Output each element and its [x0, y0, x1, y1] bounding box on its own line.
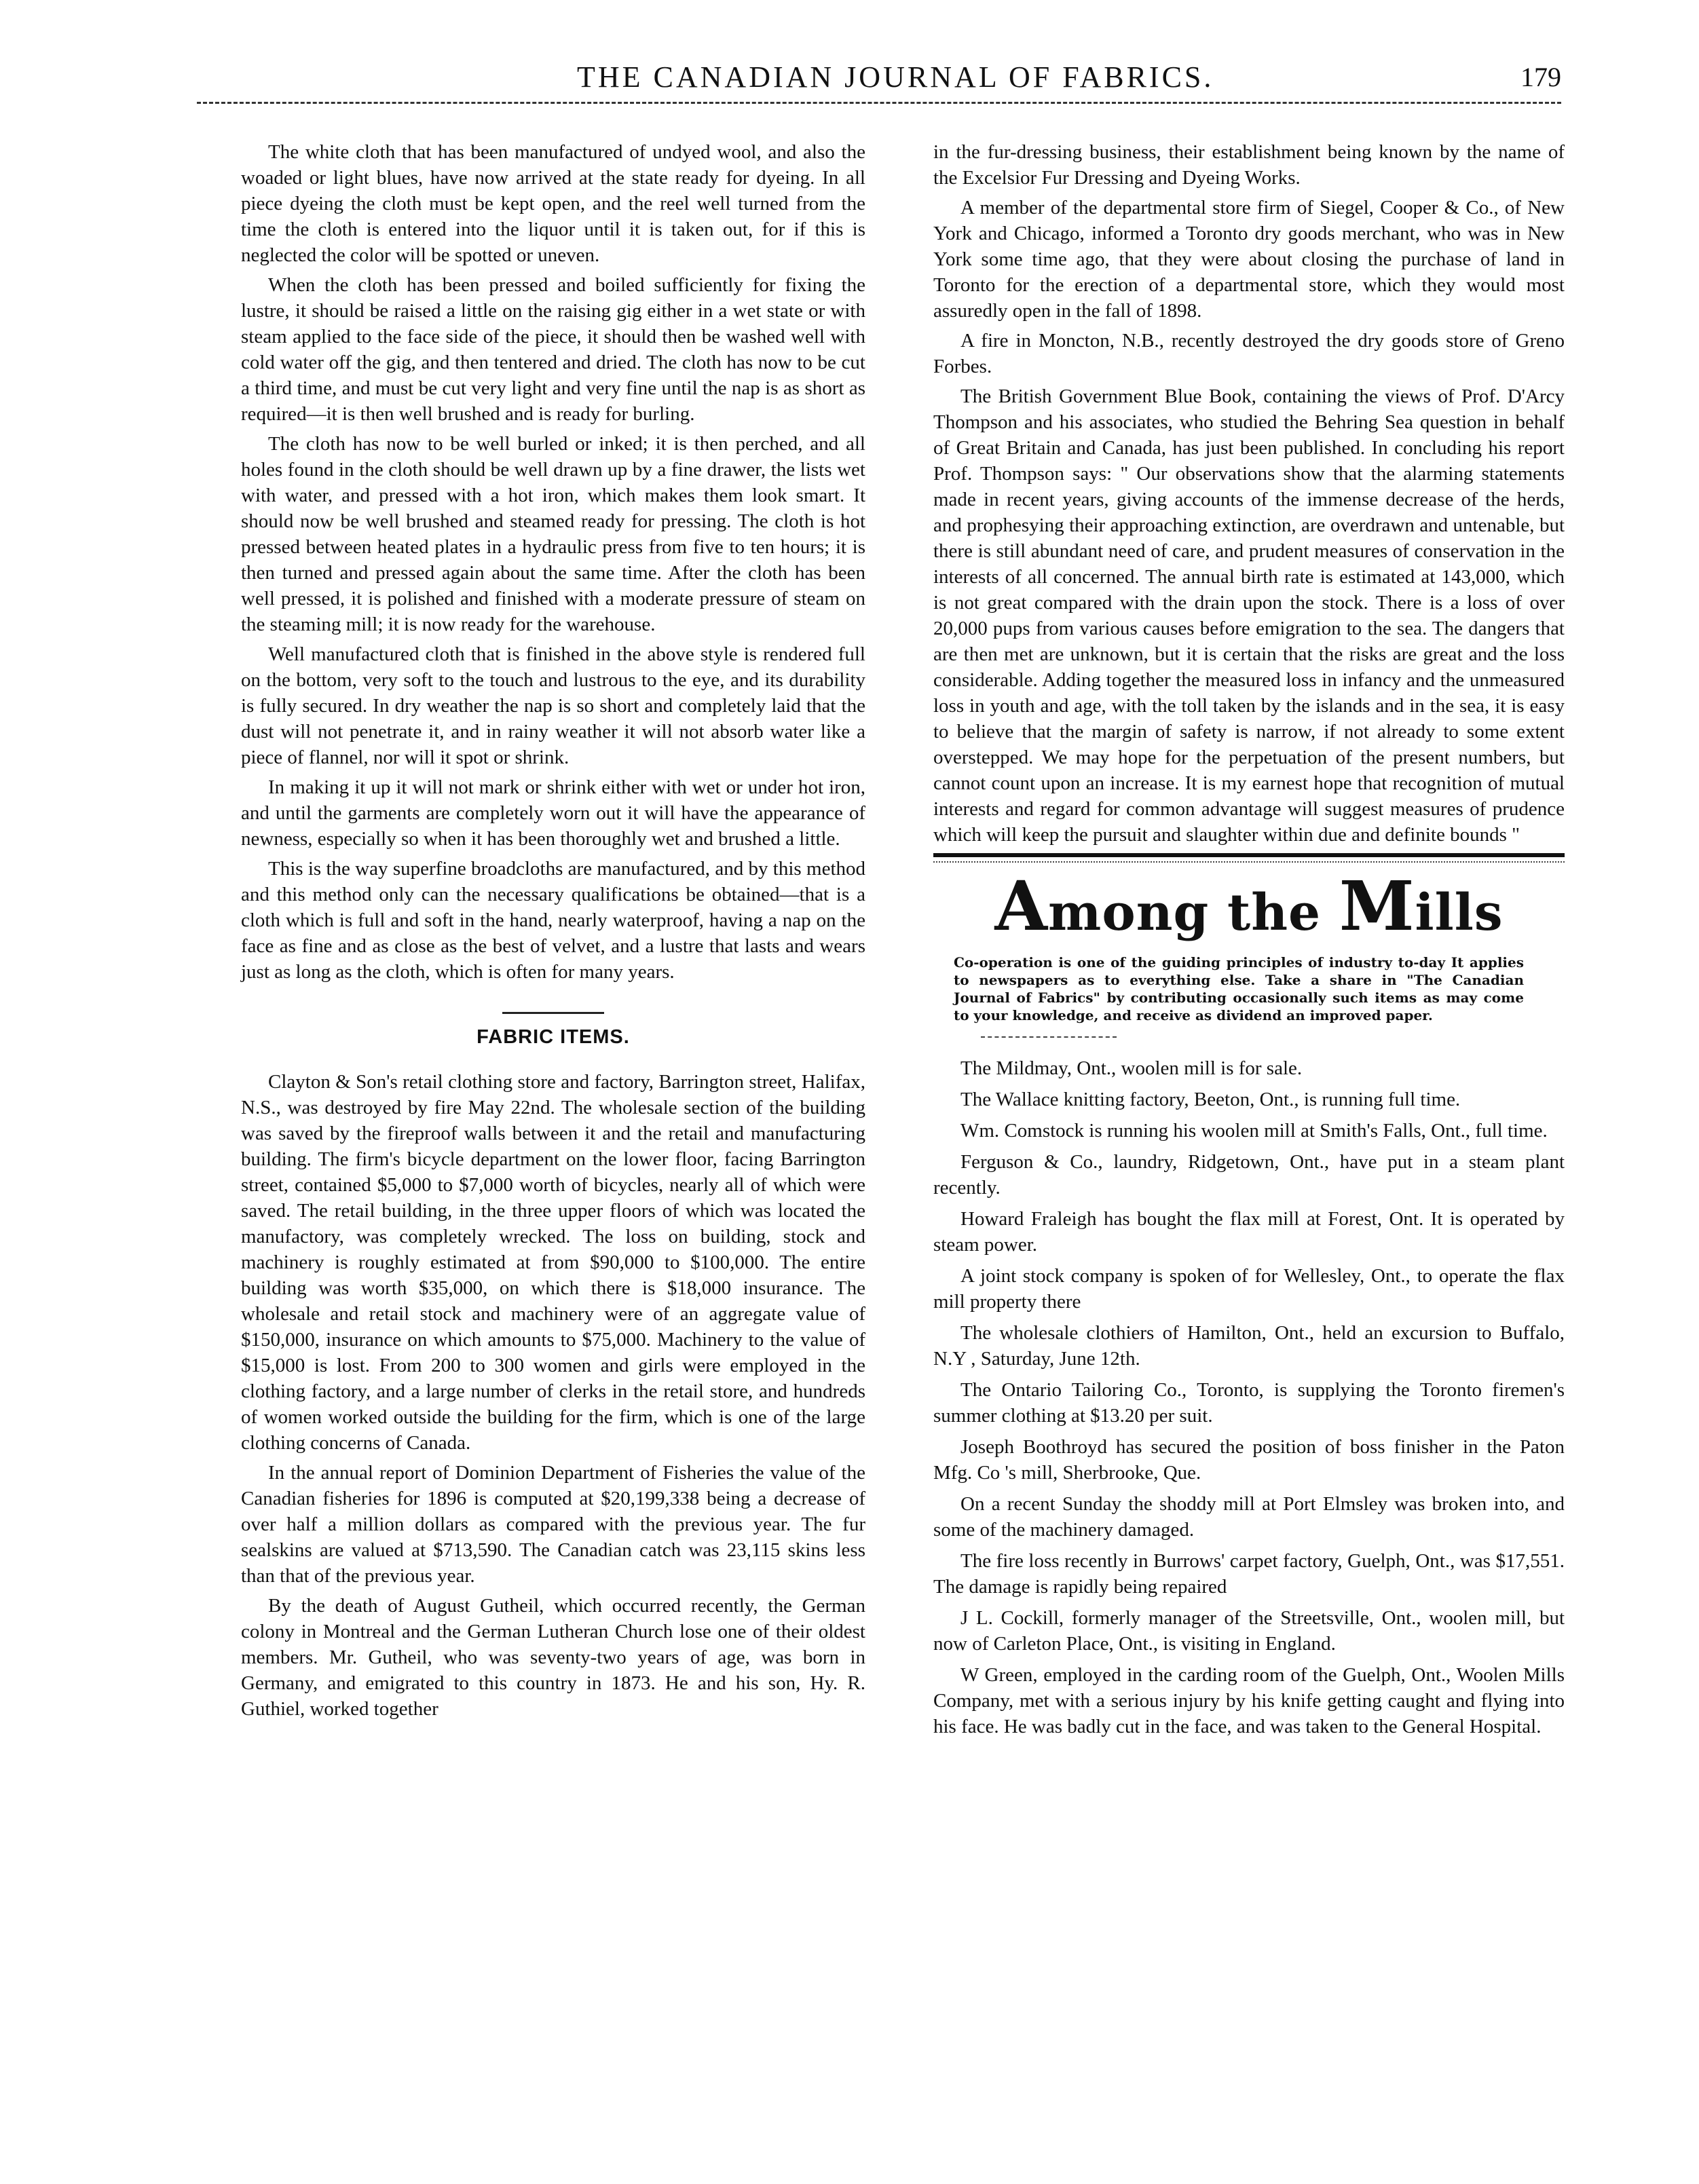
mills-title-initial-a: A: [994, 866, 1049, 946]
mill-item: Wm. Comstock is running his woolen mill at Smith's Falls, Ont., full time.: [960, 1120, 1548, 1142]
mill-item: The fire loss recently in Burrows' carpet factory, Guelph, Ont., was $17,551. The damage is rapidly being repaired: [933, 1550, 1565, 1598]
mill-item: The Mildmay, Ont., woolen mill is for sale.: [960, 1057, 1303, 1079]
mill-item: The Wallace knitting factory, Beeton, Ont., is running full time.: [960, 1089, 1461, 1110]
header-rule: [197, 102, 1561, 104]
fabric-item: Clayton & Son's retail clothing store and factory, Barrington street, Halifax, N.S., was destroyed by fire May 22nd. The wholesale section of the building was saved by the fireproof walls between it and the retail and manufacturing building. The firm's bicycle department on the lower floor, facing Barrington street, contained $5,000 to $7,000 worth of bicycles, nearly all of which were saved. The retail building, in the three upper floors of which was located the manufactory, was completely wrecked. The loss on building, stock and machinery is roughly estimated at from $90,000 to $100,000. The entire building was worth $35,000, on which there is $18,000 insurance. The wholesale and retail stock and machinery were of an aggregate value of $150,000, insurance on which amounts to $75,000. Machinery to the value of $15,000 is lost. From 200 to 300 women and girls were employed in the clothing factory, and a large number of clerks in the retail store, and hundreds of women worked outside the building for the firm, which is one of the large clothing concerns of Canada.: [241, 1071, 865, 1454]
article-paragraph: The white cloth that has been manufactured of undyed wool, and also the woaded or light blues, have now arrived at the state ready for dyeing. In all piece dyeing the cloth must be kept open, and the reel well turned from the time the cloth is entered into the liquor until it is taken out, for if this is neglected the color will be spotted or uneven.: [241, 141, 865, 266]
cooperation-note: Co-operation is one of the guiding principles of industry to-day It applies to newspapers as to everything else. Take a share in "The Canadian Journal of Fabrics" by contributing occasionally such items as may come to your knowledge, and receive as dividend an improved paper.: [954, 954, 1524, 1023]
fabric-item: By the death of August Gutheil, which occurred recently, the German colony in Montreal and the German Lutheran Church lose one of their oldest members. Mr. Gutheil, who was seventy-two years of age, was born in Germany, and emigrated to this country in 1873. He and his son, Hy. R. Guthiel, worked together: [241, 1595, 865, 1720]
mills-items: [933, 1055, 1565, 1739]
mill-item: Howard Fraleigh has bought the flax mill at Forest, Ont. It is operated by steam power.: [933, 1208, 1565, 1256]
mill-item: W Green, employed in the carding room of the Guelph, Ont., Woolen Mills Company, met with a serious injury by his knife getting caught and flying into his face. He was badly cut in the face, and was taken to the General Hospital.: [933, 1664, 1565, 1737]
section-divider: [933, 853, 1565, 857]
mills-title-initial-m: M: [1339, 866, 1415, 946]
journal-title: THE CANADIAN JOURNAL OF FABRICS.: [577, 60, 1214, 94]
mills-title-part: mong the: [1048, 884, 1339, 942]
mill-item: The Ontario Tailoring Co., Toronto, is supplying the Toronto firemen's summer clothing at $13.20 per suit.: [933, 1379, 1565, 1427]
note-rule: [981, 1036, 1117, 1038]
among-the-mills-title: [933, 866, 1565, 946]
mill-item: A joint stock company is spoken of for Wellesley, Ont., to operate the flax mill property there: [933, 1265, 1565, 1313]
article-paragraph: A fire in Moncton, N.B., recently destroyed the dry goods store of Greno Forbes.: [933, 330, 1565, 377]
mill-item: Joseph Boothroyd has secured the position of boss finisher in the Paton Mfg. Co 's mill, Sherbrooke, Que.: [933, 1436, 1565, 1484]
fabric-items-heading: FABRIC ITEMS.: [241, 1024, 865, 1050]
right-column: [933, 139, 1565, 1745]
mill-item: On a recent Sunday the shoddy mill at Port Elmsley was broken into, and some of the machinery damaged.: [933, 1493, 1565, 1541]
article-paragraph: The British Government Blue Book, containing the views of Prof. D'Arcy Thompson and his associates, who studied the Behring Sea question in behalf of Great Britain and Canada, has just been published. In concluding his report Prof. Thompson says: " Our observations show that the alarming statements made in recent years, giving accounts of the immense decrease of the herds, and prophesying their approaching extinction, are overdrawn and untenable, but there is still abundant need of care, and prudent measures of conservation in the interests of all concerned. The annual birth rate is estimated at 143,000, which is not great compared with the drain upon the stock. There is a loss of over 20,000 pups from various causes before emigration to the sea. The dangers that are then met are unknown, but it is certain that the risks are great and the loss considerable. Adding together the measured loss in infancy and the unmeasured loss in youth and age, with the toll taken by the islands and in the sea, it is easy to believe that the margin of safety is narrow, if not already to some extent overstepped. We may hope for the perpetuation of the present numbers, but cannot count upon an increase. It is my earnest hope that recognition of mutual interests and regard for common advantage will suggest measures of prudence which will keep the pursuit and slaughter within due and definite bounds ": [933, 385, 1565, 846]
section-divider-dotted: [933, 861, 1565, 863]
article-paragraph: A member of the departmental store firm of Siegel, Cooper & Co., of New York and Chicago, informed a Toronto dry goods merchant, who was in New York some time ago, that they were about closing the purchase of land in Toronto for the erection of a departmental store, which they would most assuredly open in the fall of 1898.: [933, 197, 1565, 322]
article-paragraph: This is the way superfine broadcloths are manufactured, and by this method and this method only can the necessary qualifications be obtained—that is a cloth which is full and soft in the hand, nearly waterproof, having a nap on the face as fine and as close as the best of velvet, and a lustre that lasts and wears just as long as the cloth, which is often for many years.: [241, 858, 865, 983]
article-paragraph: In making it up it will not mark or shrink either with wet or under hot iron, and until the garments are completely worn out it will have the appearance of newness, especially so when it has been thoroughly wet and brushed a little.: [241, 776, 865, 850]
mill-item: Ferguson & Co., laundry, Ridgetown, Ont., have put in a steam plant recently.: [933, 1151, 1565, 1199]
left-column: [241, 139, 865, 1726]
article-paragraph: The cloth has now to be well burled or inked; it is then perched, and all holes found in the cloth should be well drawn up by a fine drawer, the lists wet with water, and pressed with a hot iron, which makes them look smart. It should now be well brushed and steamed ready for pressing. The cloth is hot pressed between heated plates in a hydraulic press from five to ten hours; it is then turned and pressed again about the same time. After the cloth has been well pressed, it is polished and finished with a moderate pressure of steam on the steaming mill; it is now ready for the warehouse.: [241, 433, 865, 635]
mill-item: J L. Cockill, formerly manager of the Streetsville, Ont., woolen mill, but now of Carleton Place, Ont., is visiting in England.: [933, 1607, 1565, 1655]
fabric-item: In the annual report of Dominion Department of Fisheries the value of the Canadian fisheries for 1896 is computed at $20,199,338 being a decrease of over half a million dollars as compared with the previous year. The fur sealskins are valued at $713,590. The Canadian catch was 23,115 skins less than that of the previous year.: [241, 1462, 865, 1587]
mill-item: The wholesale clothiers of Hamilton, Ont., held an excursion to Buffalo, N.Y , Saturday, June 12th.: [933, 1322, 1565, 1370]
article-paragraph: Well manufactured cloth that is finished in the above style is rendered full on the bottom, very soft to the touch and lustrous to the eye, and its durability is fully secured. In dry weather the nap is so short and completely laid that the dust will not penetrate it, and in rainy weather it will not absorb water like a piece of flannel, nor will it spot or shrink.: [241, 643, 865, 768]
page-number: 179: [1520, 62, 1561, 92]
article-paragraph: in the fur-dressing business, their establishment being known by the name of the Excelsior Fur Dressing and Dyeing Works.: [933, 141, 1565, 189]
article-paragraph: When the cloth has been pressed and boiled sufficiently for fixing the lustre, it should be raised a little on the raising gig either in a wet state or with steam applied to the face side of the piece, it should then be washed well with cold water off the gig, and then tentered and dried. The cloth has now to be cut a third time, and must be cut very light and very fine until the nap is as short as required—it is then well brushed and is ready for burling.: [241, 274, 865, 425]
mills-title-part: ills: [1415, 884, 1504, 942]
